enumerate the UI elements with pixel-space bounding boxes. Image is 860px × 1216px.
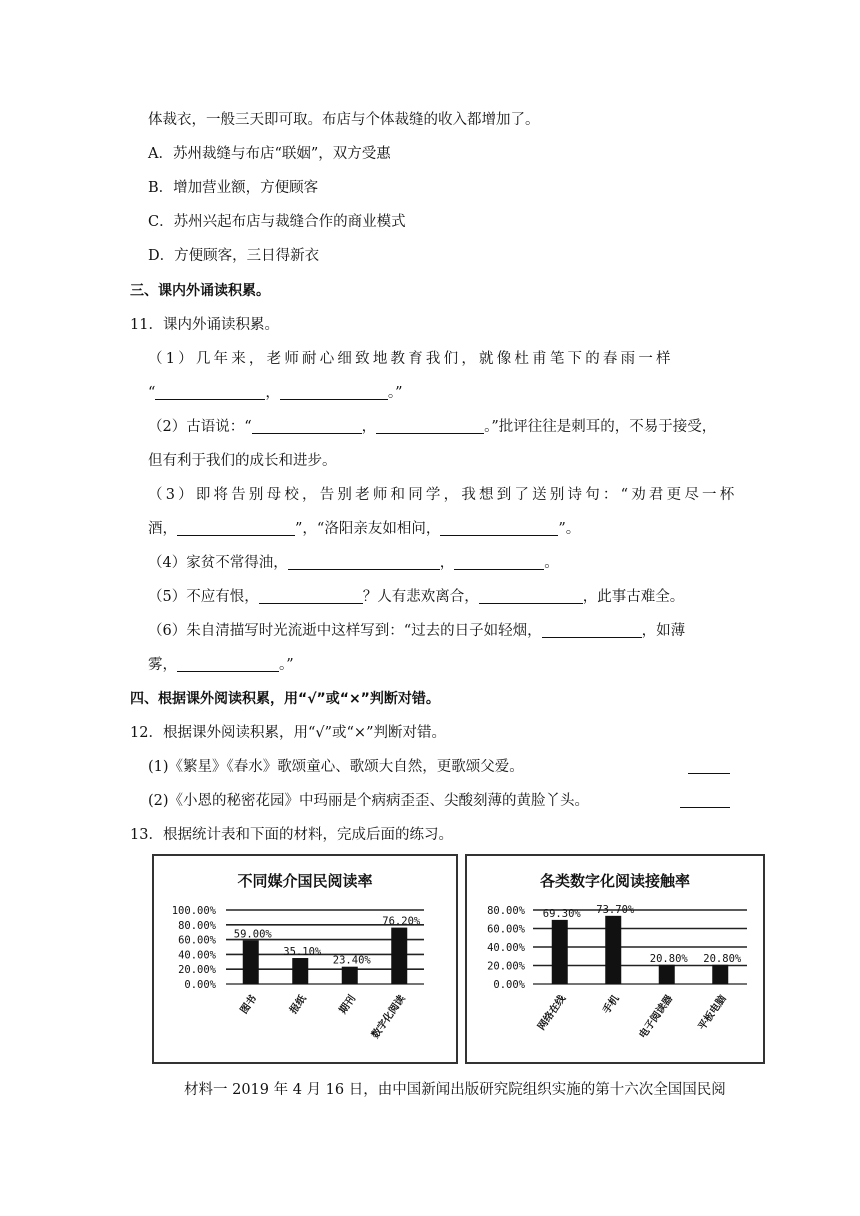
chart-digital-reading-contact <box>465 854 765 1064</box>
material-one: 材料一 2019 年 4 月 16 日，由中国新闻出版研究院组织实施的第十六次全国国民阅 <box>184 1082 726 1098</box>
bar <box>712 965 728 984</box>
bar <box>659 965 675 984</box>
data-label: 76.20% <box>382 915 421 928</box>
q12-item2: (2)《小恩的秘密花园》中玛丽是个病病歪歪、尖酸刻薄的黄脸丫头。 <box>148 793 590 809</box>
q11-item6-pre2: 雾， <box>148 657 177 673</box>
q11-item6-end: ，如薄 <box>641 623 686 639</box>
fill-blank[interactable] <box>542 622 642 638</box>
x-tick-label: 数字化阅读 <box>370 993 408 1041</box>
q11-item4-comma: ， <box>439 555 455 571</box>
bar <box>391 928 407 984</box>
q11-item6-line2 <box>148 655 294 675</box>
x-tick-label: 平板电脑 <box>696 993 729 1033</box>
data-label: 59.00% <box>233 928 272 941</box>
fill-blank[interactable] <box>479 588 583 604</box>
bar <box>243 940 259 984</box>
data-label: 73.70% <box>596 903 635 916</box>
x-tick-label: 网络在线 <box>536 993 569 1033</box>
q11-item5 <box>148 587 684 607</box>
y-tick-label: 60.00% <box>178 934 216 947</box>
fill-blank[interactable] <box>177 520 295 536</box>
q11-item1-line2 <box>148 383 403 403</box>
q11-item1-line1: （1）几年来，老师耐心细致地教育我们，就像杜甫笔下的春雨一样 <box>148 351 674 367</box>
y-tick-label: 80.00% <box>178 919 216 932</box>
y-tick-label: 20.00% <box>487 960 525 973</box>
q11-item4-end: 。 <box>544 555 559 571</box>
chart-media-reading-rate-svg <box>154 856 456 1062</box>
fill-blank[interactable] <box>252 418 362 434</box>
y-tick-label: 0.00% <box>493 979 525 991</box>
q10-option-a[interactable]: A．苏州裁缝与布店“联姻”，双方受惠 <box>148 146 391 162</box>
chart-title: 不同媒介国民阅读率 <box>237 872 373 890</box>
data-label: 35.10% <box>283 946 322 959</box>
section-heading-3: 三、课内外诵读积累。 <box>130 283 270 299</box>
y-tick-label: 100.00% <box>171 905 216 917</box>
q12-stem: 12．根据课外阅读积累，用“√”或“×”判断对错。 <box>130 725 446 741</box>
q11-item4 <box>148 553 559 573</box>
data-label: 69.30% <box>542 907 581 920</box>
y-tick-label: 40.00% <box>178 949 216 962</box>
q11-item3-line1: （3）即将告别母校，告别老师和同学，我想到了送别诗句：“劝君更尽一杯 <box>148 487 738 503</box>
q11-item5-mid: ？人有悲欢离合， <box>362 589 479 605</box>
q11-item6-end2: 。” <box>279 657 294 673</box>
q11-item3-pre: 酒， <box>148 521 177 537</box>
y-tick-label: 40.00% <box>487 942 525 954</box>
q11-item1-open-quote: “ <box>148 385 156 401</box>
y-tick-label: 80.00% <box>487 905 525 917</box>
fill-blank[interactable] <box>280 384 388 400</box>
q11-item5-end: ，此事古难全。 <box>582 589 685 605</box>
q11-item4-pre: （4）家贫不常得油， <box>148 555 288 571</box>
fill-blank[interactable] <box>177 656 279 672</box>
q11-item2-line2: 但有利于我们的成长和进步。 <box>148 453 337 469</box>
q11-item3-mid: ”，“洛阳亲友如相问， <box>295 521 441 537</box>
chart-digital-reading-contact-svg <box>467 856 763 1062</box>
fill-blank[interactable] <box>155 384 265 400</box>
q10-continuation: 体裁衣，一般三天即可取。布店与个体裁缝的收入都增加了。 <box>148 112 540 128</box>
fill-blank[interactable] <box>376 418 484 434</box>
y-tick-label: 20.00% <box>178 964 216 977</box>
chart-title: 各类数字化阅读接触率 <box>539 872 691 890</box>
q11-item5-pre: （5）不应有恨， <box>148 589 259 605</box>
y-tick-label: 60.00% <box>487 923 525 936</box>
q12-item1: (1)《繁星》《春水》歌颂童心、歌颂大自然，更歌颂父爱。 <box>148 759 524 775</box>
q11-item6-pre: （6）朱自清描写时光流逝中这样写到：“过去的日子如轻烟， <box>148 623 542 639</box>
q10-option-d[interactable]: D．方便顾客，三日得新衣 <box>148 248 320 264</box>
q11-item2-line1 <box>148 417 716 437</box>
q11-item2-pre: （2）古语说：“ <box>148 419 252 435</box>
q11-item6-line1 <box>148 621 685 641</box>
x-tick-label: 图书 <box>238 993 260 1017</box>
x-tick-label: 电子阅读器 <box>637 993 676 1041</box>
fill-blank[interactable] <box>440 520 558 536</box>
bar <box>342 967 358 984</box>
chart-media-reading-rate <box>152 854 458 1064</box>
data-label: 20.80% <box>703 952 742 965</box>
q13-stem: 13．根据统计表和下面的材料，完成后面的练习。 <box>130 827 453 843</box>
answer-blank[interactable] <box>688 773 730 774</box>
data-label: 20.80% <box>649 952 688 965</box>
bar <box>292 958 308 984</box>
q11-item2-post: 。”批评往往是刺耳的，不易于接受， <box>484 419 717 435</box>
q10-option-b[interactable]: B．增加营业额，方便顾客 <box>148 180 319 196</box>
q11-item3-line2 <box>148 519 580 539</box>
q10-option-c[interactable]: C．苏州兴起布店与裁缝合作的商业模式 <box>148 214 406 230</box>
bar <box>605 916 621 984</box>
q11-stem: 11．课内外诵读积累。 <box>130 317 279 333</box>
x-tick-label: 报纸 <box>288 993 309 1017</box>
q11-item2-comma: ， <box>361 419 377 435</box>
q11-item1-comma: ， <box>265 385 280 401</box>
section-heading-4: 四、根据课外阅读积累，用“√”或“×”判断对错。 <box>130 691 440 707</box>
fill-blank[interactable] <box>259 588 363 604</box>
bar <box>552 920 568 984</box>
q11-item3-end: ”。 <box>558 521 581 537</box>
fill-blank[interactable] <box>454 554 544 570</box>
q11-item1-close: 。” <box>387 385 403 401</box>
x-tick-label: 手机 <box>601 993 622 1017</box>
y-tick-label: 0.00% <box>184 979 216 991</box>
x-tick-label: 期刊 <box>337 993 359 1017</box>
answer-blank[interactable] <box>680 807 730 808</box>
fill-blank[interactable] <box>288 554 440 570</box>
data-label: 23.40% <box>332 954 371 967</box>
